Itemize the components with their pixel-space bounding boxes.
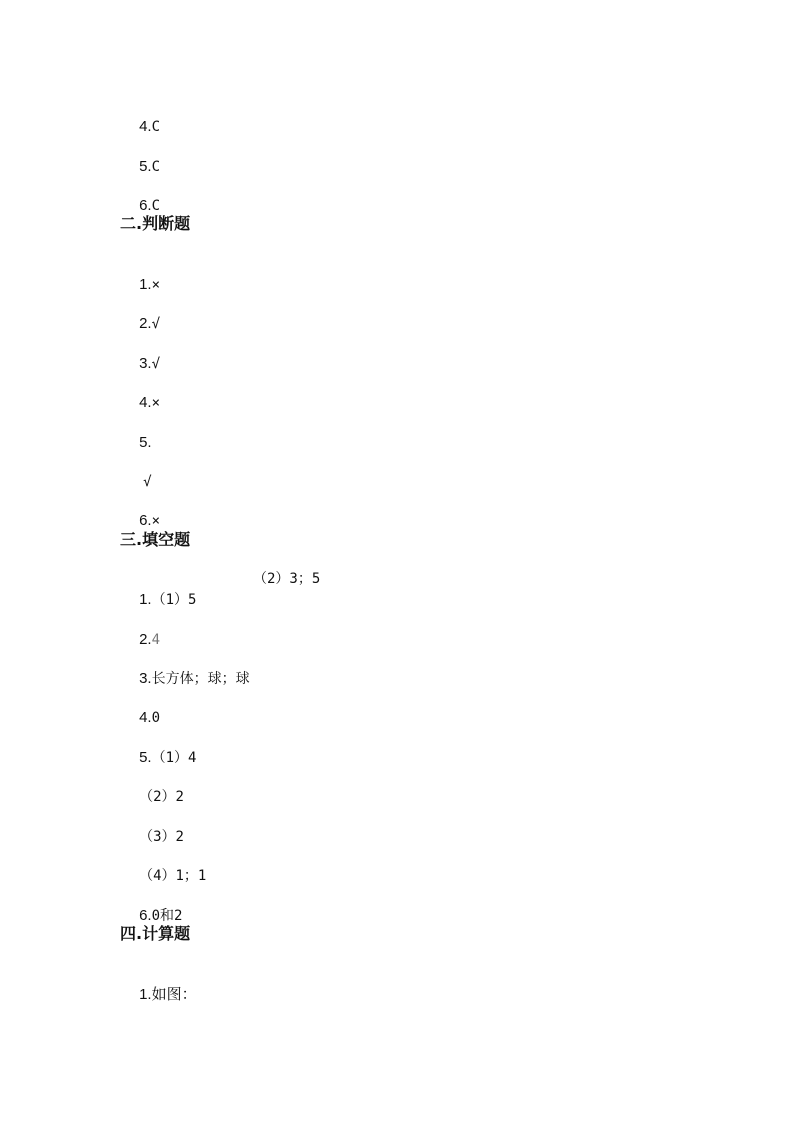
item-number: 6. [139, 512, 152, 529]
item-answer: C [151, 119, 161, 135]
item-answer: × [151, 395, 161, 411]
item-number: 1. [139, 276, 152, 293]
item-answer: 4 [151, 632, 161, 648]
item-number: 5. [139, 749, 152, 766]
item-answer: × [151, 513, 161, 529]
item-answer: √ [151, 356, 161, 372]
item-number: 4. [139, 118, 152, 135]
item-answer: C [151, 159, 161, 175]
item-number: 1. [139, 986, 152, 1003]
item-number: 3. [139, 355, 152, 372]
section-heading-calculation: 四.计算题 [120, 924, 191, 943]
item-number: 6. [139, 907, 152, 924]
item-answer: 如图： [151, 985, 197, 1003]
item-answer: 长方体；球；球 [151, 671, 250, 687]
item-answer: √ [151, 316, 161, 332]
item-answer: （2）2 [139, 789, 184, 805]
item-number: 2. [139, 631, 152, 648]
item-answer: 0 [151, 710, 161, 726]
item-answer: 0和2 [151, 908, 183, 924]
item-number: 1. [139, 591, 152, 608]
item-number: 4. [139, 394, 152, 411]
item-number: 2. [139, 315, 152, 332]
item-answer: （4）1；1 [139, 868, 207, 884]
item-answer-second: （2）3；5 [253, 571, 321, 587]
item-answer: （1）5 [151, 592, 197, 608]
item-number: 3. [139, 670, 152, 687]
item-answer: √ [143, 474, 152, 490]
item-number: 4. [139, 709, 152, 726]
item-number: 5. [139, 434, 152, 451]
item-number: 5. [139, 158, 152, 175]
item-answer: C [151, 198, 161, 214]
item-number: 6. [139, 197, 152, 214]
section-heading-judgement: 二.判断题 [120, 214, 191, 233]
item-answer: （1）4 [151, 750, 197, 766]
item-answer: （3）2 [139, 829, 184, 845]
section-heading-fill-blank: 三.填空题 [120, 530, 191, 549]
item-answer: × [151, 277, 161, 293]
answer-line-calc-1 [120, 964, 197, 1025]
